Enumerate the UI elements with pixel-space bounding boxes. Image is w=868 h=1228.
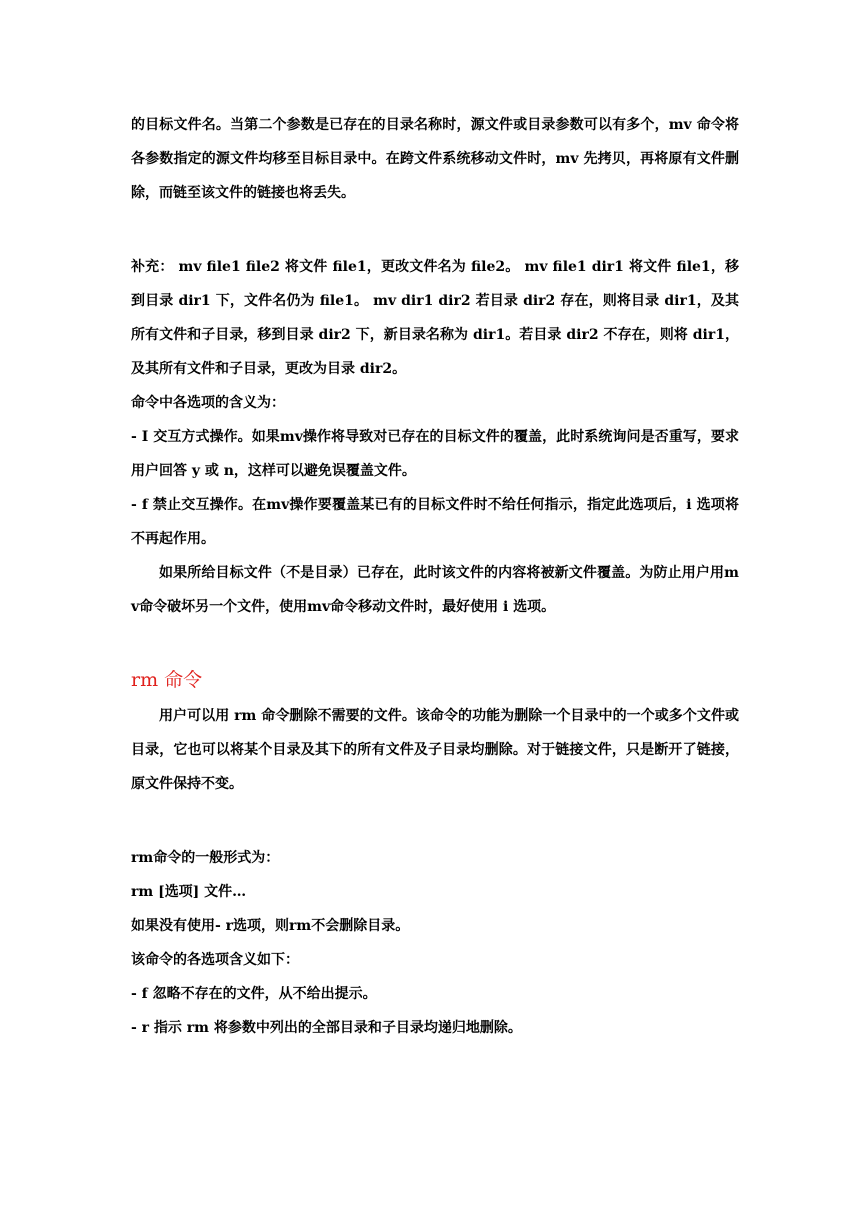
paragraph-mv-description-continued: 的目标文件名。当第二个参数是已存在的目录名称时，源文件或目录参数可以有多个，mv 命令将各参数指定的源文件均移至目标目录中。在跨文件系统移动文件时，mv 先拷贝，再将原有文件删除，而链至该文件的链接也将丢失。 xyxy=(131,117,739,201)
paragraph-rm-general-form: rm命令的一般形式为： xyxy=(131,850,280,866)
section-gap xyxy=(131,624,739,662)
paragraph-supplement: 补充： mv file1 file2 将文件 file1，更改文件名为 file2。 mv file1 dir1 将文件 file1，移到目录 dir1 下，文件名仍为 file1。 mv dir1 dir2 若目录 dir2 存在，则将目录 dir1，及其所有文件和子目录，移到目录 dir2 下，新目录名称为 dir1。若目录 dir2 不存在，则将 dir1，及其所有文件和子目录，更改为目录 dir2。 xyxy=(131,259,739,377)
document-body xyxy=(131,108,739,1045)
paragraph-rm-option-f: - f 忽略不存在的文件，从不给出提示。 xyxy=(131,986,377,1002)
paragraph-rm-description: 用户可以用 rm 命令删除不需要的文件。该命令的功能为删除一个目录中的一个或多个文件或目录，它也可以将某个目录及其下的所有文件及子目录均删除。对于链接文件，只是断开了链接，原文件保持不变。 xyxy=(131,708,739,792)
section-heading-rm: rm 命令 xyxy=(131,669,203,691)
paragraph-options-intro: 命令中各选项的含义为： xyxy=(131,395,285,411)
paragraph-option-f: - f 禁止交互操作。在mv操作要覆盖某已有的目标文件时不给任何指示，指定此选项后，i 选项将不再起作用。 xyxy=(131,497,739,547)
paragraph-option-i: - I 交互方式操作。如果mv操作将导致对已存在的目标文件的覆盖，此时系统询问是否重写，要求用户回答 y 或 n，这样可以避免误覆盖文件。 xyxy=(131,429,739,479)
paragraph-rm-syntax: rm [选项] 文件… xyxy=(131,884,247,900)
paragraph-rm-option-r: - r 指示 rm 将参数中列出的全部目录和子目录均递归地删除。 xyxy=(131,1020,522,1036)
paragraph-mv-warning: 如果所给目标文件（不是目录）已存在，此时该文件的内容将被新文件覆盖。为防止用户用mv命令破坏另一个文件，使用mv命令移动文件时，最好使用 i 选项。 xyxy=(131,565,739,615)
paragraph-gap xyxy=(131,210,739,250)
paragraph-gap xyxy=(131,801,739,841)
paragraph-rm-no-r-note: 如果没有使用- r选项，则rm不会删除目录。 xyxy=(131,918,410,934)
paragraph-rm-options-intro: 该命令的各选项含义如下： xyxy=(131,952,299,968)
